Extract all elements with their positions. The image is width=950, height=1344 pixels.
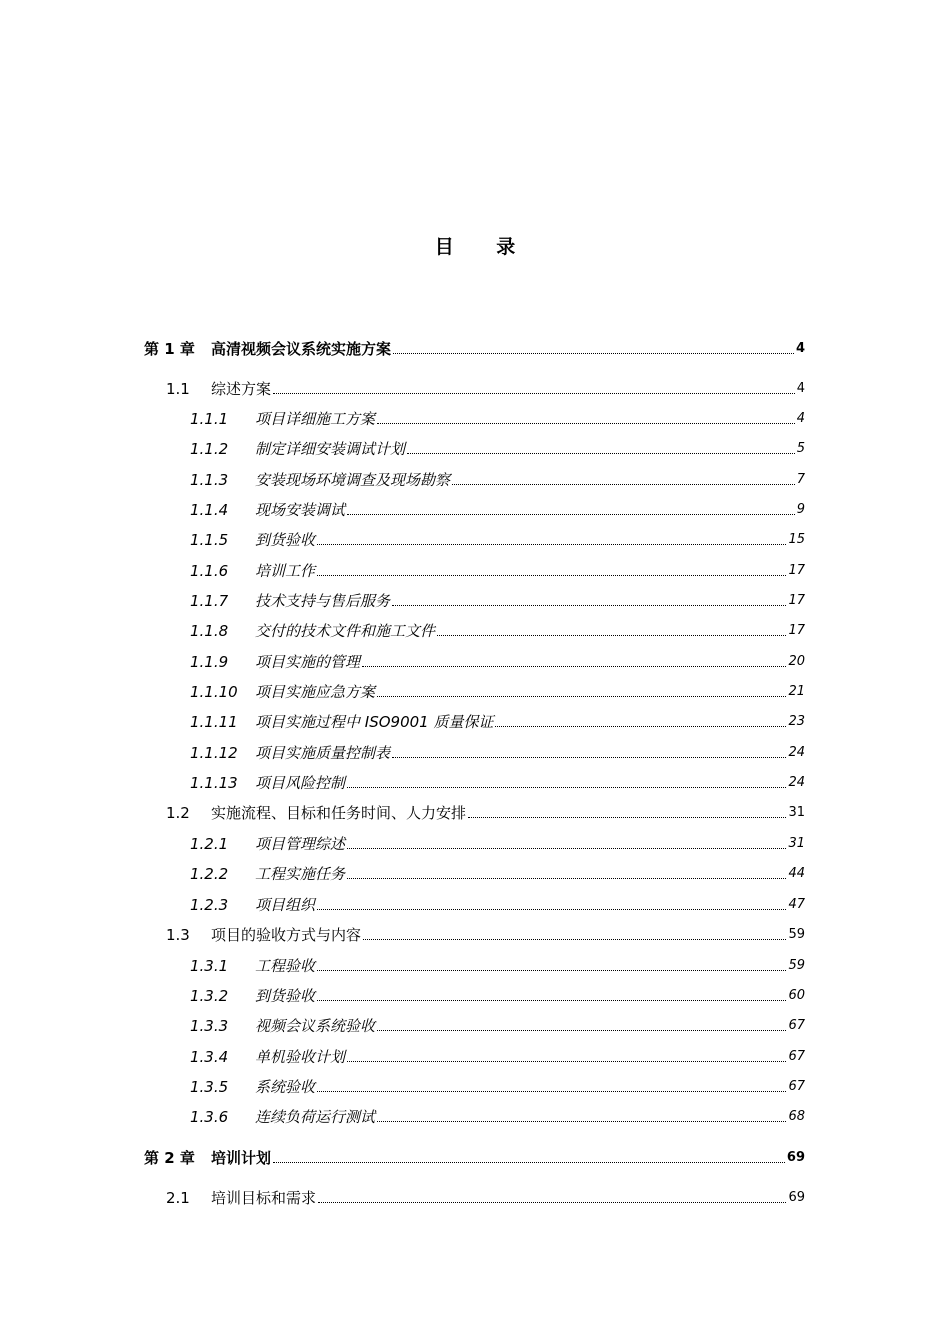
toc-entry-label: 技术支持与售后服务 xyxy=(255,592,391,610)
toc-leader-dots xyxy=(437,620,786,636)
toc-entry-number: 1.1.4 xyxy=(190,501,229,519)
toc-entry-number: 1.1.9 xyxy=(190,653,229,671)
toc-chapter-entry[interactable] xyxy=(0,338,950,360)
toc-leader-dots xyxy=(317,985,786,1001)
toc-entry-page: 67 xyxy=(788,1049,805,1064)
toc-entry[interactable] xyxy=(0,711,950,733)
toc-leader-dots xyxy=(407,438,795,454)
toc-leader-dots xyxy=(452,469,795,485)
toc-entry-number: 1.1.11 xyxy=(190,713,238,731)
toc-leader-dots xyxy=(317,894,786,910)
toc-entry-label: 工程实施任务 xyxy=(255,865,346,883)
toc-entry-label: 连续负荷运行测试 xyxy=(255,1108,376,1126)
toc-entry-label: 安装现场环境调查及现场勘察 xyxy=(255,471,451,489)
toc-entry-page: 24 xyxy=(788,745,805,760)
toc-entry-label: 到货验收 xyxy=(255,987,316,1005)
toc-entry[interactable] xyxy=(0,894,950,916)
toc-entry-page: 5 xyxy=(796,441,805,456)
toc-entry-page: 69 xyxy=(786,1150,805,1165)
toc-entry[interactable] xyxy=(0,802,950,824)
toc-entry[interactable] xyxy=(0,560,950,582)
toc-entry[interactable] xyxy=(0,499,950,521)
toc-leader-dots xyxy=(495,711,786,727)
toc-entry[interactable] xyxy=(0,924,950,946)
toc-entry-number: 1.3.6 xyxy=(190,1108,229,1126)
toc-entry-page: 7 xyxy=(796,472,805,487)
toc-entry-number: 1.2.2 xyxy=(190,865,229,883)
toc-entry-number: 1.1.6 xyxy=(190,562,229,580)
toc-entry-page: 69 xyxy=(788,1190,805,1205)
toc-leader-dots xyxy=(317,955,786,971)
toc-entry-label: 到货验收 xyxy=(255,531,316,549)
toc-entry-number: 1.1.3 xyxy=(190,471,229,489)
toc-entry-page: 59 xyxy=(788,927,805,942)
toc-entry[interactable] xyxy=(0,863,950,885)
toc-entry[interactable] xyxy=(0,1106,950,1128)
toc-entry-number: 第 2 章 xyxy=(144,1149,195,1167)
toc-entry-label: 项目组织 xyxy=(255,896,316,914)
toc-entry-number: 1.1.7 xyxy=(190,592,229,610)
toc-entry-page: 4 xyxy=(796,411,805,426)
toc-entry-page: 17 xyxy=(788,563,805,578)
toc-entry-page: 60 xyxy=(788,988,805,1003)
toc-entry-number: 1.1.5 xyxy=(190,531,229,549)
toc-entry-page: 68 xyxy=(788,1109,805,1124)
toc-entry-page: 15 xyxy=(788,532,805,547)
toc-entry-label: 项目实施质量控制表 xyxy=(255,744,391,762)
toc-entry-number: 1.3.2 xyxy=(190,987,229,1005)
toc-entry[interactable] xyxy=(0,1046,950,1068)
toc-entry[interactable] xyxy=(0,378,950,400)
toc-entry-page: 47 xyxy=(788,897,805,912)
toc-entry-label: 培训目标和需求 xyxy=(211,1189,317,1207)
toc-entry-number: 1.1.13 xyxy=(190,774,238,792)
toc-entry[interactable] xyxy=(0,620,950,642)
toc-entry[interactable] xyxy=(0,438,950,460)
toc-entry-page: 31 xyxy=(788,805,805,820)
toc-leader-dots xyxy=(273,378,795,394)
toc-entry-label: 项目风险控制 xyxy=(255,774,346,792)
toc-entry-label: 现场安装调试 xyxy=(255,501,346,519)
toc-entry-page: 17 xyxy=(788,623,805,638)
toc-entry-number: 1.3.3 xyxy=(190,1017,229,1035)
toc-leader-dots xyxy=(377,1015,786,1031)
toc-leader-dots xyxy=(468,802,786,818)
toc-entry-number: 1.1.1 xyxy=(190,410,229,428)
toc-entry-number: 2.1 xyxy=(166,1189,190,1207)
toc-entry-label: 实施流程、目标和任务时间、人力安排 xyxy=(211,804,467,822)
toc-entry-number: 1.3.5 xyxy=(190,1078,229,1096)
toc-entry-number: 1.1 xyxy=(166,380,190,398)
toc-leader-dots xyxy=(318,1187,786,1203)
toc-leader-dots xyxy=(362,651,786,667)
toc-entry[interactable] xyxy=(0,833,950,855)
toc-leader-dots xyxy=(347,1046,786,1062)
toc-entry-number: 1.3 xyxy=(166,926,190,944)
toc-entry[interactable] xyxy=(0,681,950,703)
toc-entry[interactable] xyxy=(0,1015,950,1037)
toc-leader-dots xyxy=(392,742,786,758)
toc-entry-page: 23 xyxy=(788,714,805,729)
toc-entry-page: 21 xyxy=(788,684,805,699)
toc-entry[interactable] xyxy=(0,1076,950,1098)
toc-leader-dots xyxy=(347,499,795,515)
toc-entry-label: 视频会议系统验收 xyxy=(255,1017,376,1035)
toc-leader-dots xyxy=(393,338,794,354)
toc-leader-dots xyxy=(347,863,786,879)
toc-entry-page: 59 xyxy=(788,958,805,973)
toc-entry-label: 制定详细安装调试计划 xyxy=(255,440,406,458)
toc-entry[interactable] xyxy=(0,651,950,673)
toc-entry-page: 67 xyxy=(788,1018,805,1033)
toc-title: 目 录 xyxy=(434,236,534,258)
toc-entry-label: 工程验收 xyxy=(255,957,316,975)
toc-leader-dots xyxy=(377,408,795,424)
toc-entry-number: 1.2.1 xyxy=(190,835,229,853)
toc-entry-label: 项目管理综述 xyxy=(255,835,346,853)
toc-entry[interactable] xyxy=(0,469,950,491)
toc-entry[interactable] xyxy=(0,955,950,977)
toc-entry-number: 1.2 xyxy=(166,804,190,822)
toc-entry-label: 项目实施过程中 ISO9001 质量保证 xyxy=(255,713,494,731)
toc-leader-dots xyxy=(317,1076,786,1092)
toc-entry-number: 1.3.4 xyxy=(190,1048,229,1066)
toc-entry-number: 1.2.3 xyxy=(190,896,229,914)
toc-entry-page: 20 xyxy=(788,654,805,669)
toc-entry[interactable] xyxy=(0,590,950,612)
toc-entry[interactable] xyxy=(0,772,950,794)
toc-entry-page: 44 xyxy=(788,866,805,881)
toc-entry[interactable] xyxy=(0,1187,950,1209)
toc-leader-dots xyxy=(377,1106,786,1122)
toc-entry-number: 1.3.1 xyxy=(190,957,229,975)
toc-entry-label: 培训工作 xyxy=(255,562,316,580)
toc-entry-page: 31 xyxy=(788,836,805,851)
toc-entry-label: 项目实施应急方案 xyxy=(255,683,376,701)
toc-entry-label: 交付的技术文件和施工文件 xyxy=(255,622,436,640)
toc-entry-label: 单机验收计划 xyxy=(255,1048,346,1066)
toc-entry-label: 项目详细施工方案 xyxy=(255,410,376,428)
toc-entry-number: 第 1 章 xyxy=(144,340,195,358)
toc-entry-number: 1.1.12 xyxy=(190,744,238,762)
toc-leader-dots xyxy=(273,1147,785,1163)
toc-chapter-entry[interactable] xyxy=(0,1147,950,1169)
toc-entry-number: 1.1.10 xyxy=(190,683,238,701)
toc-entry-page: 24 xyxy=(788,775,805,790)
toc-entry-page: 67 xyxy=(788,1079,805,1094)
toc-entry-label: 综述方案 xyxy=(211,380,272,398)
toc-entry-page: 17 xyxy=(788,593,805,608)
toc-leader-dots xyxy=(347,772,786,788)
toc-entry-label: 培训计划 xyxy=(211,1149,272,1167)
toc-entry-number: 1.1.2 xyxy=(190,440,229,458)
toc-entry-label: 项目实施的管理 xyxy=(255,653,361,671)
toc-leader-dots xyxy=(363,924,786,940)
toc-leader-dots xyxy=(317,560,786,576)
toc-entry-label: 项目的验收方式与内容 xyxy=(211,926,362,944)
toc-leader-dots xyxy=(347,833,786,849)
toc-leader-dots xyxy=(377,681,786,697)
toc-entry-page: 4 xyxy=(796,381,805,396)
toc-entry-label: 高清视频会议系统实施方案 xyxy=(211,340,392,358)
toc-entry-page: 9 xyxy=(796,502,805,517)
toc-entry-page: 4 xyxy=(795,341,805,356)
toc-entry-label: 系统验收 xyxy=(255,1078,316,1096)
toc-entry[interactable] xyxy=(0,529,950,551)
toc-leader-dots xyxy=(392,590,786,606)
toc-entry-number: 1.1.8 xyxy=(190,622,229,640)
toc-entry[interactable] xyxy=(0,985,950,1007)
toc-entry[interactable] xyxy=(0,742,950,764)
toc-entry[interactable] xyxy=(0,408,950,430)
toc-leader-dots xyxy=(317,529,786,545)
